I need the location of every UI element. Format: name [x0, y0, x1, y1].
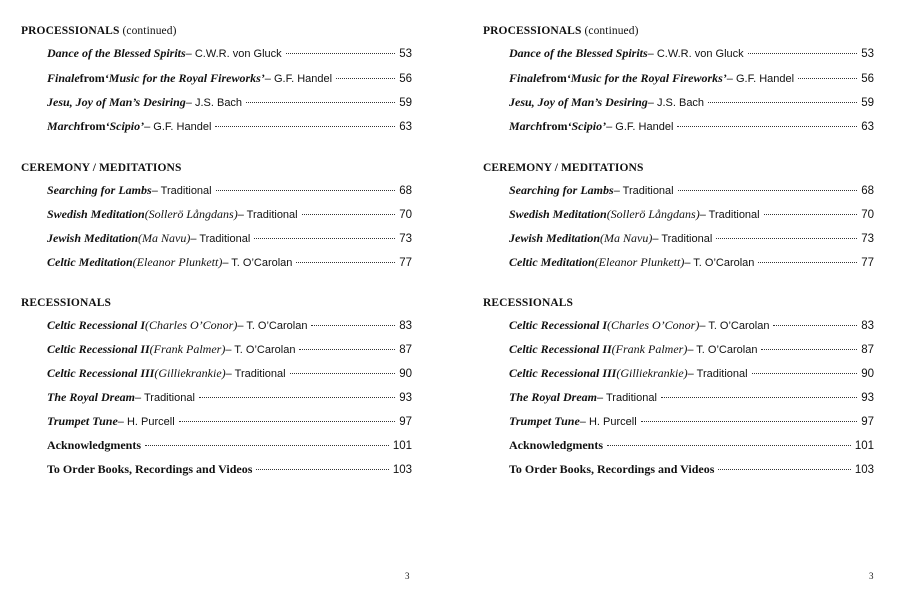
entry-page-number: 68: [861, 185, 874, 197]
toc-entry[interactable]: [509, 181, 874, 197]
section-heading: [483, 25, 639, 37]
entry-composer: – Traditional: [135, 392, 195, 404]
toc-entry[interactable]: [47, 253, 412, 269]
entry-title: Jesu, Joy of Man’s Desiring: [47, 95, 186, 109]
entry-composer: – Traditional: [699, 209, 760, 221]
entry-title: March: [509, 119, 543, 133]
section-heading: [21, 162, 181, 174]
entry-title: Acknowledgments: [509, 438, 604, 452]
entry-title: Celtic Recessional II: [47, 342, 150, 356]
entry-title: Finale: [509, 71, 542, 85]
dot-leader: [256, 457, 388, 470]
entry-composer: – J.S. Bach: [185, 97, 243, 109]
entry-page-number: 63: [399, 121, 412, 133]
entry-title: March: [47, 119, 81, 133]
entry-composer: – Traditional: [613, 185, 674, 197]
entry-page-number: 70: [861, 209, 874, 221]
page-folio: 3: [405, 571, 410, 581]
dot-leader: [179, 409, 396, 422]
dot-leader: [254, 226, 395, 239]
dot-leader: [748, 41, 858, 54]
entry-composer: – C.W.R. von Gluck: [185, 48, 282, 60]
entry-title: Acknowledgments: [47, 438, 142, 452]
entry-page-number: 53: [399, 48, 412, 60]
entry-title: To Order Books, Recordings and Videos: [47, 462, 253, 476]
entry-composer: – G.F. Handel: [264, 73, 333, 85]
entry-composer: – G.F. Handel: [606, 121, 674, 133]
entry-page-number: 93: [399, 392, 412, 404]
dot-leader: [678, 178, 858, 191]
dot-leader: [311, 313, 395, 326]
toc-entry[interactable]: [509, 253, 874, 269]
entry-connector: from: [79, 71, 105, 85]
toc-entry[interactable]: [509, 364, 874, 380]
entry-subtitle: (Frank Palmer): [611, 342, 688, 356]
entry-composer: – G.F. Handel: [144, 121, 212, 133]
toc-entry[interactable]: [509, 460, 874, 476]
entry-page-number: 103: [392, 464, 412, 476]
entry-page-number: 83: [399, 320, 412, 332]
entry-title: Jewish Meditation: [509, 231, 601, 245]
section-heading: [21, 25, 177, 37]
toc-entry[interactable]: [509, 93, 874, 109]
entry-composer: – T. O’Carolan: [237, 320, 308, 332]
entry-page-number: 59: [861, 97, 874, 109]
entry-subtitle: (Frank Palmer): [149, 342, 226, 356]
entry-page-number: 90: [861, 368, 874, 380]
entry-title: Swedish Meditation: [47, 207, 145, 221]
entry-connector: from: [541, 71, 567, 85]
toc-entry[interactable]: [509, 229, 874, 245]
entry-composer: – Traditional: [652, 233, 713, 245]
section-heading-text: CEREMONY / MEDITATIONS: [21, 162, 182, 174]
entry-title: Dance of the Blessed Spirits: [509, 46, 648, 60]
entry-subtitle: (Gilliekrankie): [616, 366, 688, 380]
entry-title: Trumpet Tune: [509, 414, 580, 428]
entry-title: Searching for Lambs: [509, 183, 614, 197]
entry-page-number: 97: [399, 416, 412, 428]
entry-page-number: 101: [392, 440, 412, 452]
entry-composer: – T. O’Carolan: [222, 257, 293, 269]
entry-page-number: 73: [861, 233, 874, 245]
section-heading: [483, 162, 643, 174]
section-heading-suffix: (continued): [584, 25, 639, 37]
section-heading-suffix: (continued): [122, 25, 177, 37]
entry-subtitle: (Charles O’Conor): [607, 318, 700, 332]
dot-leader: [607, 433, 851, 446]
toc-entry[interactable]: [509, 205, 874, 221]
entry-composer: – Traditional: [597, 392, 657, 404]
entry-title: Searching for Lambs: [47, 183, 152, 197]
entry-title: To Order Books, Recordings and Videos: [509, 462, 715, 476]
dot-leader: [798, 66, 857, 79]
toc-entry[interactable]: [47, 44, 412, 60]
entry-title: Jewish Meditation: [47, 231, 139, 245]
entry-subtitle: (Sollerö Långdans): [144, 207, 238, 221]
entry-composer: – Traditional: [225, 368, 286, 380]
entry-page-number: 101: [854, 440, 874, 452]
entry-composer: – T. O’Carolan: [687, 344, 758, 356]
toc-entry[interactable]: [47, 388, 412, 404]
toc-entry[interactable]: [47, 205, 412, 221]
entry-composer: – T. O’Carolan: [225, 344, 296, 356]
entry-page-number: 56: [399, 73, 412, 85]
entry-subtitle: (Gilliekrankie): [154, 366, 226, 380]
dot-leader: [764, 202, 858, 215]
dot-leader: [773, 313, 857, 326]
toc-entry[interactable]: [47, 93, 412, 109]
toc-entry[interactable]: [509, 316, 874, 332]
entry-subtitle: (Ma Navu): [600, 231, 653, 245]
entry-connector: from: [80, 119, 106, 133]
entry-title: Dance of the Blessed Spirits: [47, 46, 186, 60]
entry-page-number: 56: [861, 73, 874, 85]
entry-page-number: 87: [861, 344, 874, 356]
toc-entry[interactable]: [509, 44, 874, 60]
toc-entry[interactable]: [47, 229, 412, 245]
entry-composer: – H. Purcell: [117, 416, 175, 428]
section-heading-text: PROCESSIONALS: [21, 25, 120, 37]
dot-leader: [296, 250, 395, 263]
entry-title: Celtic Recessional I: [509, 318, 607, 332]
dot-leader: [677, 114, 857, 127]
dot-leader: [758, 250, 857, 263]
entry-subtitle: (Eleanor Plunkett): [594, 255, 685, 269]
entry-work-title: ‘Scipio’: [105, 119, 145, 133]
toc-entry[interactable]: [509, 117, 874, 133]
toc-entry[interactable]: [47, 181, 412, 197]
entry-composer: – T. O’Carolan: [699, 320, 770, 332]
dot-leader: [752, 361, 858, 374]
toc-entry[interactable]: [47, 316, 412, 332]
dot-leader: [641, 409, 858, 422]
dot-leader: [216, 178, 396, 191]
entry-composer: – T. O’Carolan: [684, 257, 755, 269]
entry-title: Celtic Recessional III: [509, 366, 617, 380]
entry-page-number: 77: [861, 257, 874, 269]
dot-leader: [336, 66, 395, 79]
entry-title: Swedish Meditation: [509, 207, 607, 221]
entry-page-number: 77: [399, 257, 412, 269]
section-heading: [483, 297, 573, 309]
entry-composer: – Traditional: [190, 233, 251, 245]
entry-page-number: 83: [861, 320, 874, 332]
section-heading-text: PROCESSIONALS: [483, 25, 582, 37]
dot-leader: [718, 457, 850, 470]
entry-title: Celtic Recessional I: [47, 318, 145, 332]
entry-title: Celtic Recessional II: [509, 342, 612, 356]
entry-subtitle: (Sollerö Långdans): [606, 207, 700, 221]
entry-page-number: 97: [861, 416, 874, 428]
entry-subtitle: (Charles O’Conor): [145, 318, 238, 332]
entry-title: Celtic Meditation: [509, 255, 595, 269]
toc-entry[interactable]: [509, 412, 874, 428]
dot-leader: [246, 90, 395, 103]
entry-title: The Royal Dream: [47, 390, 135, 404]
dot-leader: [299, 337, 395, 350]
toc-entry[interactable]: [509, 388, 874, 404]
entry-composer: – Traditional: [237, 209, 298, 221]
toc-entry[interactable]: [47, 436, 412, 452]
dot-leader: [761, 337, 857, 350]
entry-title: Celtic Meditation: [47, 255, 133, 269]
entry-page-number: 53: [861, 48, 874, 60]
dot-leader: [290, 361, 396, 374]
toc-entry[interactable]: [509, 69, 874, 85]
dot-leader: [302, 202, 396, 215]
entry-connector: from: [542, 119, 568, 133]
entry-page-number: 70: [399, 209, 412, 221]
entry-work-title: ‘Music for the Royal Fireworks’: [104, 71, 265, 85]
dot-leader: [716, 226, 857, 239]
entry-title: Trumpet Tune: [47, 414, 118, 428]
entry-work-title: ‘Music for the Royal Fireworks’: [566, 71, 727, 85]
entry-composer: – Traditional: [151, 185, 212, 197]
toc-entry[interactable]: [47, 69, 412, 85]
entry-page-number: 90: [399, 368, 412, 380]
dot-leader: [708, 90, 857, 103]
toc-entry[interactable]: [509, 340, 874, 356]
entry-title: Jesu, Joy of Man’s Desiring: [509, 95, 648, 109]
entry-page-number: 93: [861, 392, 874, 404]
toc-entry[interactable]: [47, 364, 412, 380]
entry-page-number: 63: [861, 121, 874, 133]
entry-work-title: ‘Scipio’: [567, 119, 607, 133]
toc-entry[interactable]: [47, 340, 412, 356]
entry-page-number: 59: [399, 97, 412, 109]
dot-leader: [215, 114, 395, 127]
entry-subtitle: (Ma Navu): [138, 231, 191, 245]
entry-title: Celtic Recessional III: [47, 366, 155, 380]
page-folio: 3: [869, 571, 874, 581]
entry-page-number: 68: [399, 185, 412, 197]
entry-composer: – J.S. Bach: [647, 97, 705, 109]
section-heading: [21, 297, 111, 309]
entry-page-number: 73: [399, 233, 412, 245]
entry-title: Finale: [47, 71, 80, 85]
section-heading-text: RECESSIONALS: [21, 297, 112, 309]
dot-leader: [199, 385, 395, 398]
entry-title: The Royal Dream: [509, 390, 597, 404]
toc-entry[interactable]: [509, 436, 874, 452]
toc-entry[interactable]: [47, 117, 412, 133]
entry-composer: – C.W.R. von Gluck: [647, 48, 744, 60]
entry-subtitle: (Eleanor Plunkett): [132, 255, 223, 269]
entry-composer: – H. Purcell: [579, 416, 637, 428]
entry-page-number: 87: [399, 344, 412, 356]
dot-leader: [145, 433, 389, 446]
dot-leader: [661, 385, 857, 398]
section-heading-text: RECESSIONALS: [483, 297, 574, 309]
entry-composer: – Traditional: [687, 368, 748, 380]
entry-page-number: 103: [854, 464, 874, 476]
section-heading-text: CEREMONY / MEDITATIONS: [483, 162, 644, 174]
dot-leader: [286, 41, 396, 54]
toc-entry[interactable]: [47, 412, 412, 428]
right-page: [462, 0, 900, 605]
entry-composer: – G.F. Handel: [726, 73, 795, 85]
toc-entry[interactable]: [47, 460, 412, 476]
